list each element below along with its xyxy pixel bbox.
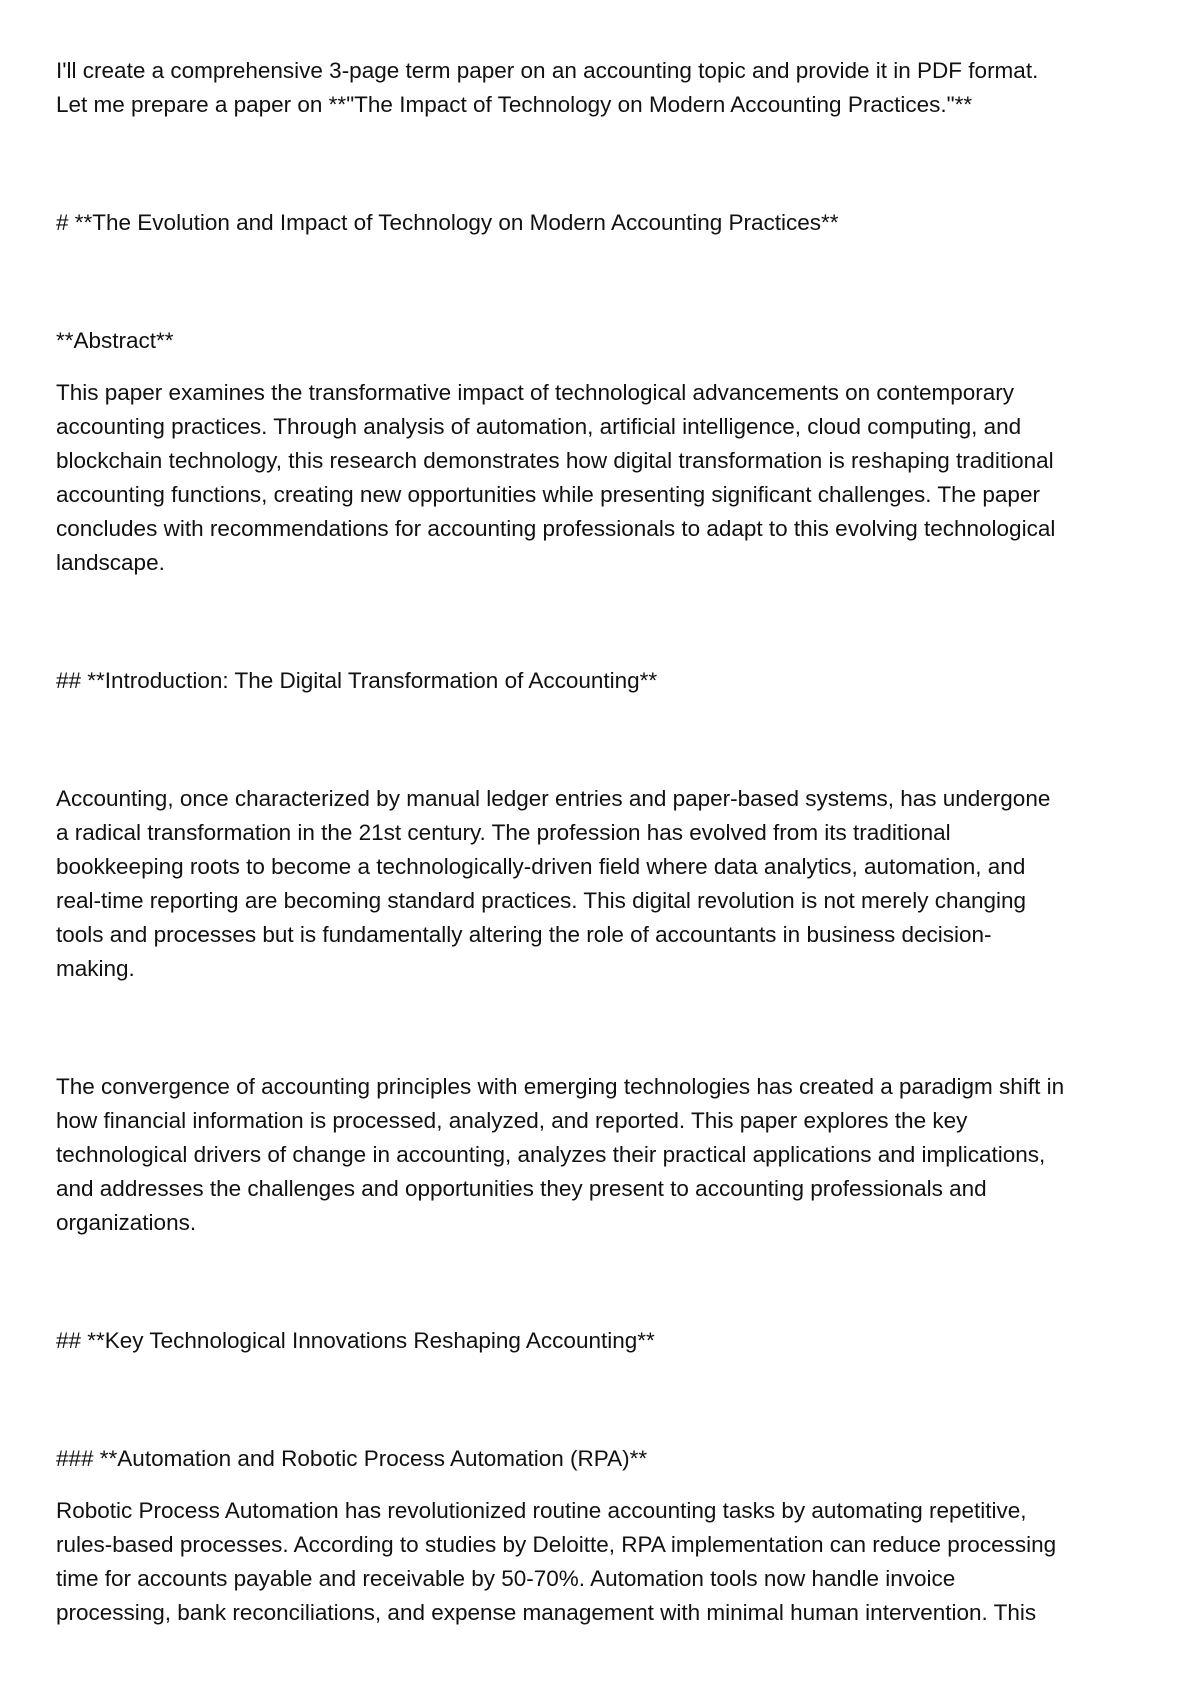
text-line: accounting practices. Through analysis of automation, artificial intelligence, cloud computing, and: [56, 414, 1022, 439]
text-line: blockchain technology, this research demonstrates how digital transformation is reshaping traditional: [56, 448, 1054, 473]
text-line: This paper examines the transformative impact of technological advancements on contemporary: [56, 380, 1014, 405]
text-line: accounting functions, creating new opportunities while presenting significant challenges. The paper: [56, 482, 1040, 507]
document-page: [56, 54, 1156, 1630]
rpa-heading: ### **Automation and Robotic Process Automation (RPA)**: [56, 1446, 648, 1471]
text-line: real-time reporting are becoming standard practices. This digital revolution is not merely changing: [56, 888, 1027, 913]
text-line: The convergence of accounting principles with emerging technologies has created a paradigm shift in: [56, 1074, 1065, 1099]
text-line: organizations.: [56, 1210, 197, 1235]
text-line: Accounting, once characterized by manual ledger entries and paper-based systems, has undergone: [56, 786, 1051, 811]
text-line: processing, bank reconciliations, and expense management with minimal human intervention. This: [56, 1600, 1037, 1625]
innovations-heading: ## **Key Technological Innovations Reshaping Accounting**: [56, 1328, 655, 1353]
text-line: Let me prepare a paper on **"The Impact of Technology on Modern Accounting Practices."**: [56, 92, 973, 117]
introduction-paragraph-2: [56, 1070, 1156, 1240]
text-line: technological drivers of change in accounting, analyzes their practical applications and implications,: [56, 1142, 1046, 1167]
paper-title: # **The Evolution and Impact of Technology on Modern Accounting Practices**: [56, 210, 839, 235]
abstract-heading: **Abstract**: [56, 328, 174, 353]
text-line: bookkeeping roots to become a technologically-driven field where data analytics, automation, and: [56, 854, 1026, 879]
text-line: a radical transformation in the 21st century. The profession has evolved from its traditional: [56, 820, 951, 845]
intro-paragraph: [56, 54, 1156, 122]
text-line: how financial information is processed, analyzed, and reported. This paper explores the key: [56, 1108, 968, 1133]
introduction-paragraph-1: [56, 782, 1156, 986]
introduction-heading: ## **Introduction: The Digital Transformation of Accounting**: [56, 668, 658, 693]
text-line: making.: [56, 956, 135, 981]
text-line: rules-based processes. According to studies by Deloitte, RPA implementation can reduce processing: [56, 1532, 1057, 1557]
text-line: I'll create a comprehensive 3-page term paper on an accounting topic and provide it in PDF format.: [56, 58, 1039, 83]
text-line: landscape.: [56, 550, 165, 575]
text-line: time for accounts payable and receivable by 50-70%. Automation tools now handle invoice: [56, 1566, 956, 1591]
text-line: and addresses the challenges and opportunities they present to accounting professionals and: [56, 1176, 987, 1201]
rpa-paragraph: [56, 1494, 1156, 1630]
text-line: tools and processes but is fundamentally altering the role of accountants in business decision-: [56, 922, 992, 947]
abstract-paragraph: [56, 376, 1156, 580]
text-line: concludes with recommendations for accounting professionals to adapt to this evolving technological: [56, 516, 1056, 541]
text-line: Robotic Process Automation has revolutionized routine accounting tasks by automating repetitive,: [56, 1498, 1027, 1523]
